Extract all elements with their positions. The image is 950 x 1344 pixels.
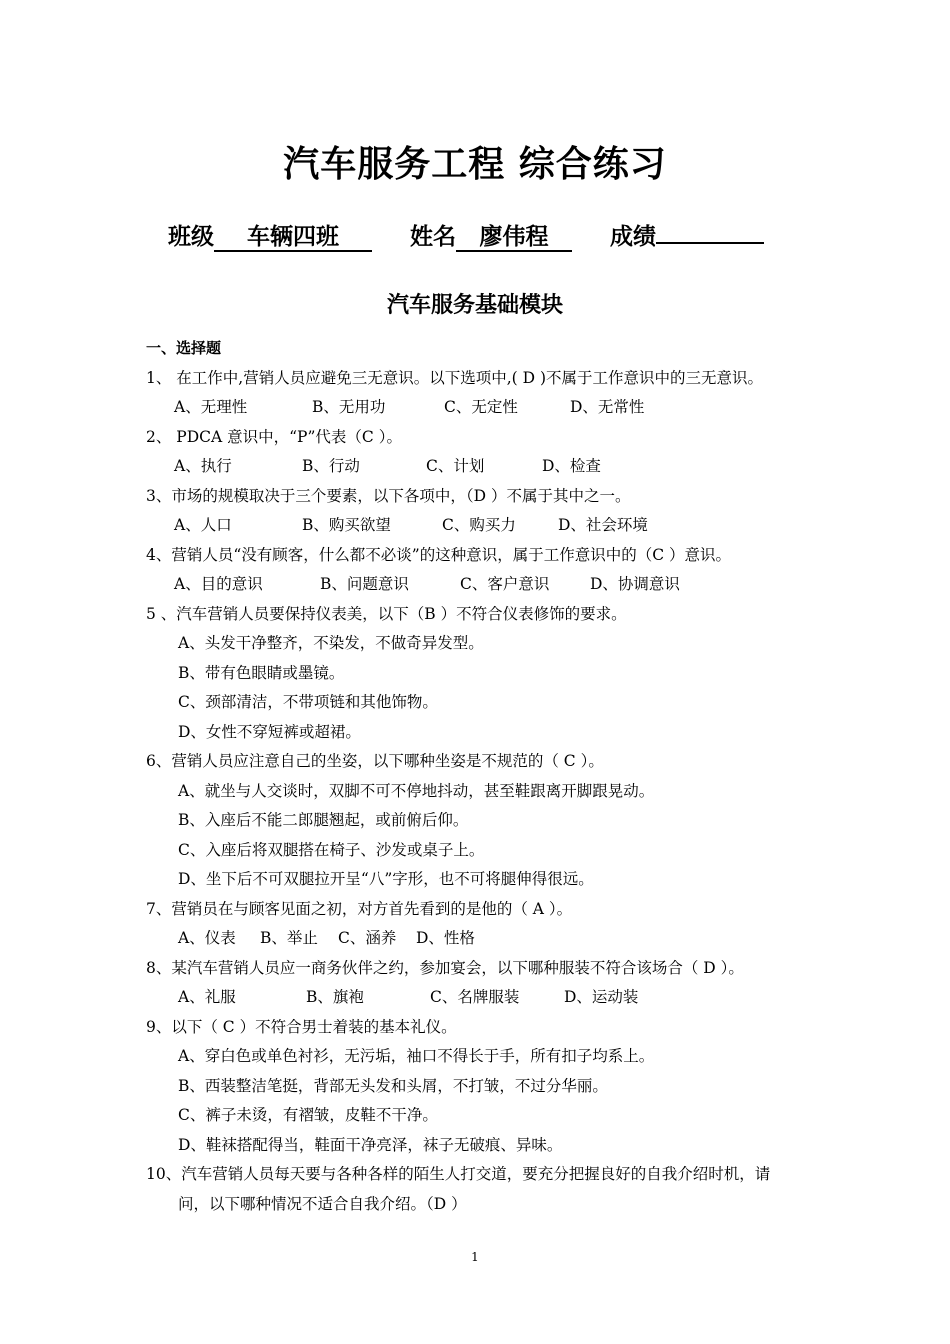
name-value: 廖伟程 xyxy=(456,224,572,252)
question-6: 6、营销人员应注意自己的坐姿，以下哪种坐姿是不规范的（ C ）。 xyxy=(146,752,604,770)
option: C、颈部清洁，不带项链和其他饰物。 xyxy=(178,693,438,711)
question-2-options xyxy=(146,452,816,482)
option: C、裤子未烫，有褶皱，皮鞋不干净。 xyxy=(178,1106,438,1124)
question-2: 2、 PDCA 意识中，“P”代表（C ）。 xyxy=(146,427,402,446)
option: A、人口 xyxy=(174,516,232,534)
question-list xyxy=(146,334,816,1219)
page-number: 1 xyxy=(471,1250,479,1264)
option: A、礼服 xyxy=(178,988,236,1006)
option: D、协调意识 xyxy=(590,575,680,593)
option: B、西装整洁笔挺，背部无头发和头屑，不打皱，不过分华丽。 xyxy=(178,1076,608,1095)
student-info-line xyxy=(168,218,808,252)
option: D、性格 xyxy=(416,929,475,947)
question-10: 10、汽车营销人员每天要与各种各样的陌生人打交道，要充分把握良好的自我介绍时机，请 xyxy=(146,1165,771,1183)
option: C、购买力 xyxy=(442,516,516,534)
option: D、鞋袜搭配得当，鞋面干净亮泽，袜子无破痕、异味。 xyxy=(178,1135,563,1154)
question-8: 8、某汽车营销人员应一商务伙伴之约，参加宴会，以下哪种服装不符合该场合（ D ）。 xyxy=(146,958,744,977)
question-4-options xyxy=(146,570,816,600)
option: D、女性不穿短裤或超裙。 xyxy=(178,722,361,741)
question-1-options xyxy=(146,393,816,423)
question-3: 3、市场的规模取决于三个要素，以下各项中，（D ）不属于其中之一。 xyxy=(146,486,631,505)
option: B、问题意识 xyxy=(320,575,409,593)
option: D、运动装 xyxy=(564,988,639,1006)
question-8-options xyxy=(146,983,816,1013)
option: C、计划 xyxy=(426,457,485,475)
option: A、就坐与人交谈时，双脚不可不停地抖动，甚至鞋跟离开脚跟晃动。 xyxy=(178,781,655,800)
option: A、仪表 xyxy=(178,929,236,947)
document-title: 汽车服务工程 综合练习 xyxy=(283,144,667,185)
option: C、涵养 xyxy=(338,929,397,947)
question-9: 9、以下（ C ）不符合男士着装的基本礼仪。 xyxy=(146,1017,457,1036)
option: B、购买欲望 xyxy=(302,516,391,534)
option: C、无定性 xyxy=(444,398,518,416)
option: C、入座后将双腿搭在椅子、沙发或桌子上。 xyxy=(178,840,485,859)
class-value: 车辆四班 xyxy=(214,224,372,252)
module-title: 汽车服务基础模块 xyxy=(386,293,563,318)
score-label: 成绩 xyxy=(610,224,656,250)
option: A、穿白色或单色衬衫，无污垢，袖口不得长于手，所有扣子均系上。 xyxy=(178,1047,655,1065)
option: D、社会环境 xyxy=(558,516,648,534)
option: A、目的意识 xyxy=(174,575,263,593)
question-3-options xyxy=(146,511,816,541)
section-heading: 一、选择题 xyxy=(146,339,222,357)
option: B、行动 xyxy=(302,457,360,475)
question-4: 4、营销人员“没有顾客，什么都不必谈”的这种意识，属于工作意识中的（C ）意识。 xyxy=(146,545,731,564)
option: B、无用功 xyxy=(312,398,386,416)
option: D、检查 xyxy=(542,457,601,475)
name-label: 姓名 xyxy=(410,224,456,250)
question-5: 5 、汽车营销人员要保持仪表美，以下（B ）不符合仪表修饰的要求。 xyxy=(146,604,627,623)
option: B、入座后不能二郎腿翘起，或前俯后仰。 xyxy=(178,811,469,829)
question-1: 1、 在工作中,营销人员应避免三无意识。以下选项中,( D )不属于工作意识中的三无意识。 xyxy=(146,368,764,387)
question-7: 7、营销员在与顾客见面之初，对方首先看到的是他的（ A ）。 xyxy=(146,899,573,918)
class-label: 班级 xyxy=(168,224,214,250)
option: B、带有色眼睛或墨镜。 xyxy=(178,663,345,682)
option: D、无常性 xyxy=(570,398,645,416)
option: C、名牌服装 xyxy=(430,988,520,1006)
option: A、头发干净整齐，不染发，不做奇异发型。 xyxy=(178,634,484,652)
option: C、客户意识 xyxy=(460,575,550,593)
question-7-options xyxy=(146,924,816,954)
option: A、执行 xyxy=(174,457,232,475)
option: D、坐下后不可双腿拉开呈“八”字形，也不可将腿伸得很远。 xyxy=(178,870,594,888)
option: A、无理性 xyxy=(174,398,248,416)
option: B、举止 xyxy=(260,929,318,947)
score-value xyxy=(656,242,764,244)
option: B、旗袍 xyxy=(306,988,364,1006)
question-10-continuation: 问，以下哪种情况不适合自我介绍。（D ） xyxy=(178,1194,467,1213)
